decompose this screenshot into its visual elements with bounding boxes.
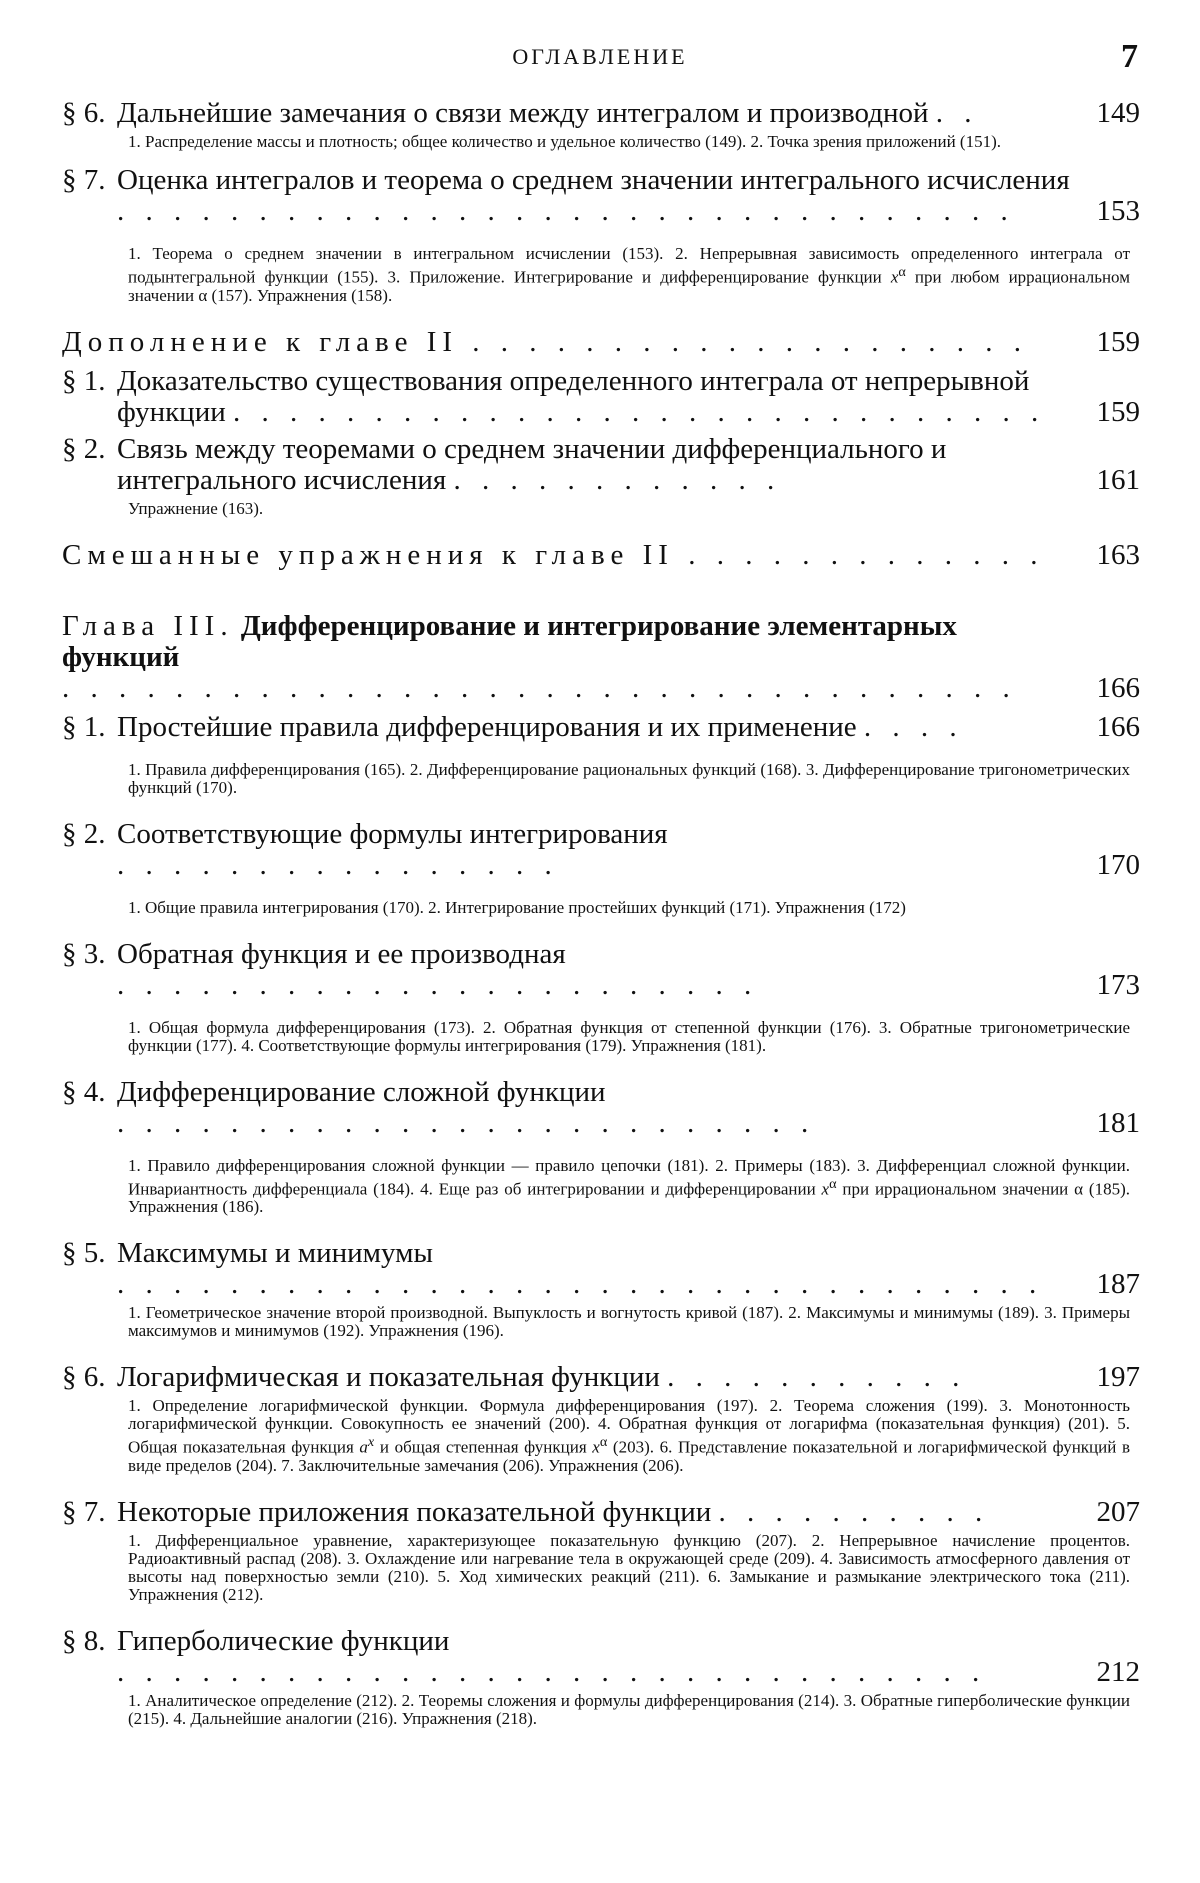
section-title: Смешанные упражнения к главе II [62,538,674,571]
section-title: Связь между теоремами о среднем значении дифференциального и интегрального исчисления [117,432,947,496]
subsection-list: 1. Теорема о среднем значении в интегральном исчислении (153). 2. Непрерывная зависимость определенного интеграла от подынтегральной функции (155). 3. Приложение. Интегрирование и дифференцирование функции $x^\alpha$ при любом иррациональном значении α (157). Упражнения (158). [128,244,1130,305]
toc-entry: § 1. Простейшие правила дифференцирования и их применение . . . . 166 1. Правила дифференцирования (165). 2. Дифференцирование рациональных функций (168). 3. Дифференцирование тригонометрических функций (170). [62,710,1140,797]
page-reference: 159 [1096,395,1140,428]
toc-chapter-entry: Глава III. Дифференцирование и интегрирование элементарных функций . . . . . . . . . . . . . . . . . . . . . . . . . . . . . . . . . . 166 [62,609,1140,704]
page-number: 7 [1121,38,1138,75]
toc-entry: § 6. Логарифмическая и показательная функции . . . . . . . . . . . 197 1. Определение логарифмической функции. Формула дифференцирования (197). 2. Теорема сложения (199). 3. Монотонность логарифмической функции. Совокупность ее значений (200). 4. Обратная функция от логарифма (показательная функция) (201). 5. Общая показательная функция $a^x$ и общая степенная функция $x^\alpha$ (203). 6. Представление показательной и логарифмической функций в виде пределов (204). 7. Заключительные замечания (206). Упражнения (206). [62,1361,1140,1475]
subsection-list: 1. Правила дифференцирования (165). 2. Дифференцирование рациональных функций (168). 3. Дифференцирование тригонометрических функций (170). [128,759,1130,797]
running-title: ОГЛАВЛЕНИЕ [512,44,688,69]
section-title: Максимумы и минимумы [117,1237,433,1270]
page-reference: 153 [1096,195,1140,227]
section-title: Дифференцирование сложной функции [117,1075,606,1108]
page-reference: 207 [1096,1495,1140,1528]
toc-entry: § 7. Оценка интегралов и теорема о среднем значении интегрального исчисления . . . . . . . . . . . . . . . . . . . . . . . . . . . . . . . . 153 1. Теорема о среднем значении в интегральном исчислении (153). 2. Непрерывная зависимость определенного интеграла от подынтегральной функции (155). 3. Приложение. Интегрирование и дифференцирование функции $x^\alpha$ при любом иррациональном значении α (157). Упражнения (158). [62,164,1140,305]
section-number: § 2. [62,432,106,465]
subsection-list: 1. Общая формула дифференцирования (173). 2. Обратная функция от степенной функции (176). 3. Обратные тригонометрические функции (177). 4. Соответствующие формулы интегрирования (179). Упражнения (181). [128,1017,1130,1055]
section-title: Соответствующие формулы интегрирования [117,817,668,850]
section-number: § 7. [62,164,106,196]
section-number: § 4. [62,1075,106,1108]
section-title: Некоторые приложения показательной функции [117,1495,712,1528]
table-of-contents [62,98,1140,1728]
subsection-list: 1. Дифференциальное уравнение, характеризующее показательную функцию (207). 2. Непрерывное начисление процентов. Радиоактивный распад (208). 3. Охлаждение или нагревание тела в окружающей среде (209). 4. Зависимость атмосферного давления от высоты над поверхностью земли (210). 5. Ход химических реакций (211). 6. Замыкание и размыкание электрического тока (211). Упражнения (212). [128,1530,1130,1604]
page-reference: 166 [1096,710,1140,743]
page-reference: 159 [1096,325,1140,358]
page-reference: 166 [1096,671,1140,704]
toc-entry: § 2. Соответствующие формулы интегрирования . . . . . . . . . . . . . . . . 170 1. Общие правила интегрирования (170). 2. Интегрирование простейших функций (171). Упражнения (172) [62,817,1140,917]
toc-entry: § 4. Дифференцирование сложной функции . . . . . . . . . . . . . . . . . . . . . . . . . 181 1. Правило дифференцирования сложной функции — правило цепочки (181). 2. Примеры (183). 3. Дифференциал сложной функции. Инвариантность дифференциала (184). 4. Еще раз об интегрировании и дифференцировании $x^\alpha$ при иррациональном значении α (185). Упражнения (186). [62,1075,1140,1217]
subsection-list: 1. Определение логарифмической функции. Формула дифференцирования (197). 2. Теорема сложения (199). 3. Монотонность логарифмической функции. Совокупность ее значений (200). 4. Обратная функция от логарифма (показательная функция) (201). 5. Общая показательная функция $a^x$ и общая степенная функция $x^\alpha$ (203). 6. Представление показательной и логарифмической функций в виде пределов (204). 7. Заключительные замечания (206). Упражнения (206). [128,1396,1131,1475]
section-number: § 1. [62,364,106,397]
section-number: § 1. [62,710,106,743]
chapter-title: Дифференцирование и интегрирование элементарных функций [62,609,957,673]
section-title: Логарифмическая и показательная функции [117,1361,660,1394]
toc-entry: § 7. Некоторые приложения показательной функции . . . . . . . . . . 207 1. Дифференциальное уравнение, характеризующее показательную функцию (207). 2. Непрерывное начисление процентов. Радиоактивный распад (208). 3. Охлаждение или нагревание тела в окружающей среде (209). 4. Зависимость атмосферного давления от высоты над поверхностью земли (210). 5. Ход химических реакций (211). 6. Замыкание и размыкание электрического тока (211). Упражнения (212). [62,1495,1140,1604]
section-number: § 5. [62,1237,106,1270]
subsection-list: 1. Распределение массы и плотность; общее количество и удельное количество (149). 2. Точка зрения приложений (151). [128,132,1001,151]
subsection-list: 1. Правило дифференцирования сложной функции — правило цепочки (181). 2. Примеры (183). 3. Дифференциал сложной функции. Инвариантность дифференциала (184). 4. Еще раз об интегрировании и дифференцировании $x^\alpha$ при иррациональном значении α (185). Упражнения (186). [128,1155,1130,1217]
page-reference: 149 [1096,97,1140,129]
page-reference: 197 [1096,1361,1140,1394]
page-reference: 170 [1096,848,1140,881]
page-reference: 212 [1096,1655,1140,1688]
subsection-list: 1. Общие правила интегрирования (170). 2. Интегрирование простейших функций (171). Упражнения (172) [128,897,906,917]
section-number: § 6. [62,1361,106,1394]
section-title: Обратная функция и ее производная [117,937,566,970]
section-title: Дальнейшие замечания о связи между интегралом и производной [117,97,929,129]
section-title: Дополнение к главе II [62,325,459,358]
section-title: Простейшие правила дифференцирования и их применение [117,710,857,743]
section-number: § 6. [62,97,106,129]
toc-entry: § 2. Связь между теоремами о среднем значении дифференциального и интегрального исчисления . . . . . . . . . . . . 161 Упражнение (163). [62,432,1140,518]
section-number: § 8. [62,1624,106,1657]
chapter-label: Глава III. [62,609,234,642]
toc-entry: § 6. Дальнейшие замечания о связи между интегралом и производной . . 149 1. Распределение массы и плотность; общее количество и удельное количество (149). 2. Точка зрения приложений (151). [62,97,1140,151]
section-title: Доказательство существования определенного интеграла от непрерывной функции [117,364,1030,428]
section-number: § 2. [62,817,106,850]
toc-entry: § 3. Обратная функция и ее производная . . . . . . . . . . . . . . . . . . . . . . . 173 1. Общая формула дифференцирования (173). 2. Обратная функция от степенной функции (176). 3. Обратные тригонометрические функции (177). 4. Соответствующие формулы интегрирования (179). Упражнения (181). [62,937,1140,1055]
toc-entry: § 8. Гиперболические функции . . . . . . . . . . . . . . . . . . . . . . . . . . . . . . . 212 1. Аналитическое определение (212). 2. Теоремы сложения и формулы дифференцирования (214). 3. Обратные гиперболические функции (215). 4. Дальнейшие аналогии (216). Упражнения (218). [62,1624,1140,1728]
toc-entry: § 1. Доказательство существования определенного интеграла от непрерывной функции . . . . . . . . . . . . . . . . . . . . . . . . . . . . . 159 [62,364,1140,428]
page-reference: 181 [1096,1106,1140,1139]
page-reference: 163 [1096,538,1140,571]
section-number: § 3. [62,937,106,970]
toc-entry: § 5. Максимумы и минимумы . . . . . . . . . . . . . . . . . . . . . . . . . . . . . . . . . 187 1. Геометрическое значение второй производной. Выпуклость и вогнутость кривой (187). 2. Максимумы и минимумы (189). 3. Примеры максимумов и минимумов (192). Упражнения (196). [62,1237,1140,1341]
subsection-list: Упражнение (163). [128,498,264,518]
page-reference: 187 [1096,1268,1140,1301]
section-title: Оценка интегралов и теорема о среднем значении интегрального исчисления [117,164,1070,196]
toc-entry: Дополнение к главе II . . . . . . . . . . . . . . . . . . . . 159 [62,325,1140,358]
subsection-list: 1. Геометрическое значение второй производной. Выпуклость и вогнутость кривой (187). 2. Максимумы и минимумы (189). 3. Примеры максимумов и минимумов (192). Упражнения (196). [128,1303,1130,1341]
page-reference: 161 [1096,463,1140,496]
page-header [0,38,1200,78]
section-title: Гиперболические функции [117,1624,450,1657]
page-reference: 173 [1096,968,1140,1001]
section-number: § 7. [62,1495,106,1528]
subsection-list: 1. Аналитическое определение (212). 2. Теоремы сложения и формулы дифференцирования (214). 3. Обратные гиперболические функции (215). 4. Дальнейшие аналогии (216). Упражнения (218). [128,1690,1130,1728]
toc-entry: Смешанные упражнения к главе II . . . . . . . . . . . . . 163 [62,538,1140,571]
